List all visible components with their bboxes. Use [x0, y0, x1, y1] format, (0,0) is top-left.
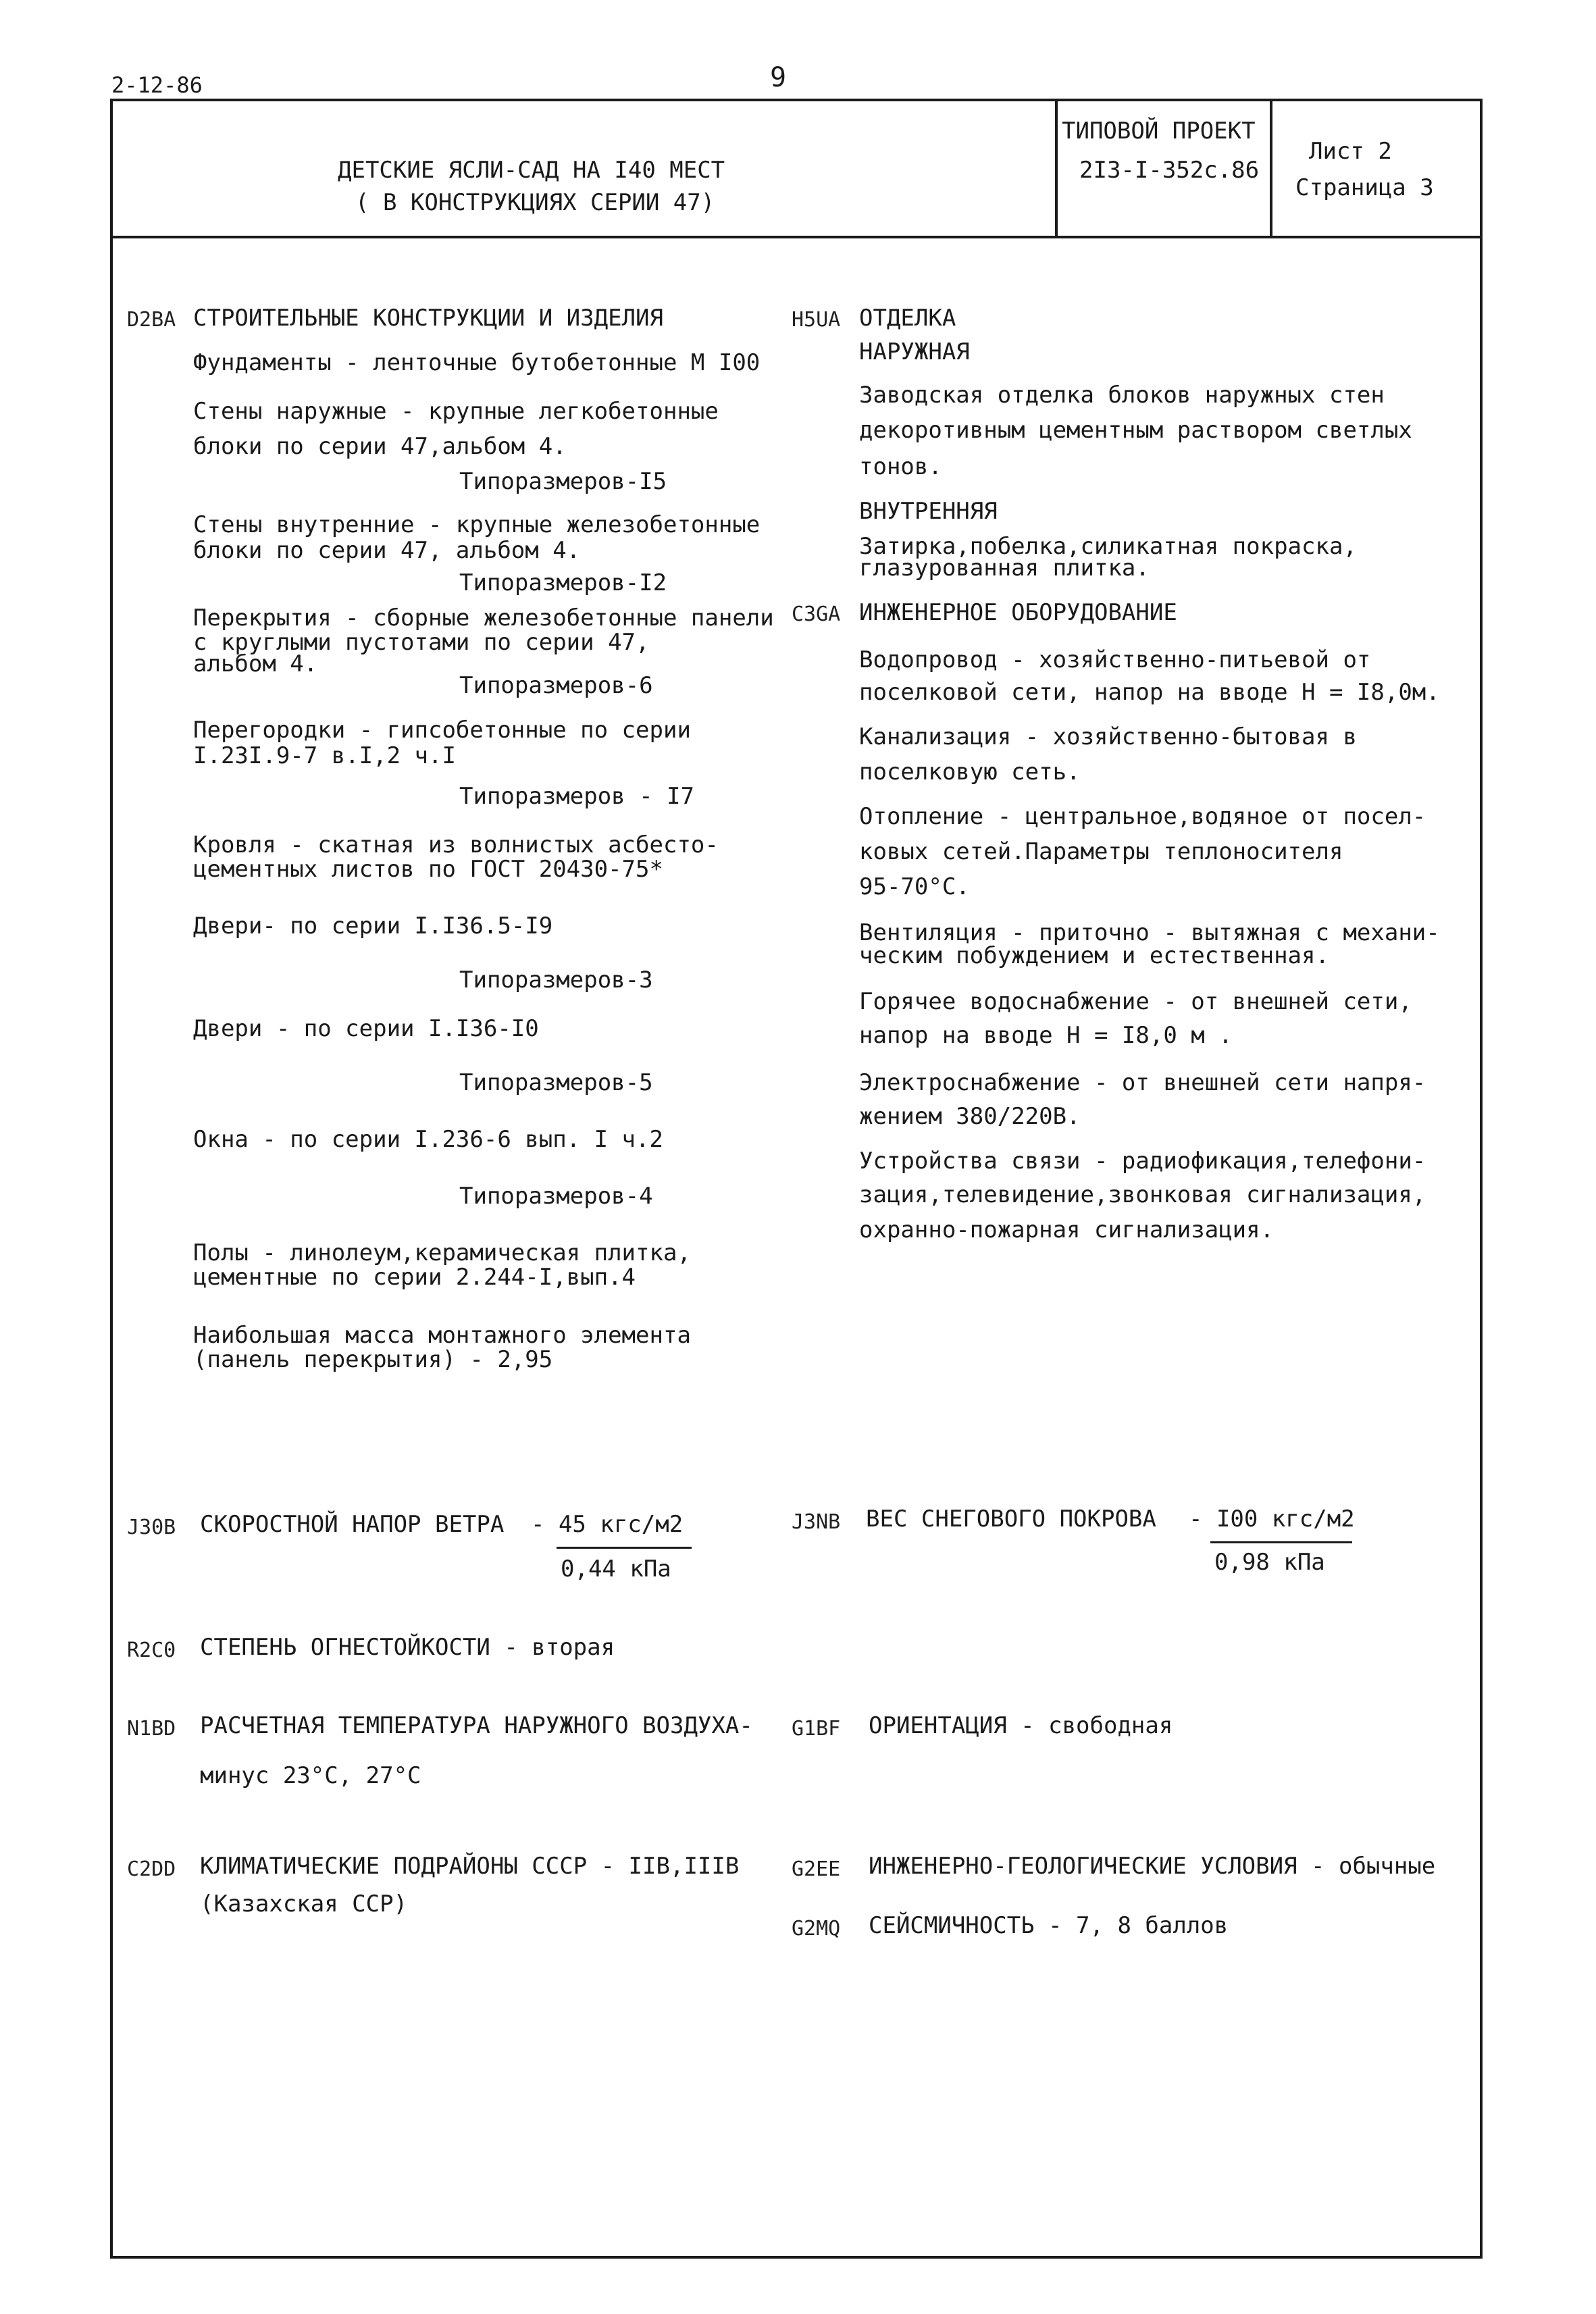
- heating-text: ковых сетей.Параметры теплоносителя: [859, 838, 1343, 865]
- interior-text: Затирка,побелка,силикатная покраска,: [859, 533, 1357, 560]
- exterior-text: декоротивным цементным раствором светлых: [859, 417, 1412, 444]
- section-title: ИНЖЕНЕРНОЕ ОБОРУДОВАНИЕ: [859, 599, 1177, 626]
- water-text: поселковой сети, напор на вводе Н = I8,0м.: [859, 679, 1440, 706]
- param-code: N1BD: [127, 1717, 176, 1741]
- param-code: J30B: [127, 1516, 176, 1539]
- sizes-count: Типоразмеров - I7: [459, 783, 694, 810]
- title-divider: [1270, 99, 1272, 238]
- wind-value-kpa: 0,44 кПа: [561, 1555, 671, 1583]
- comm-text: охранно-пожарная сигнализация.: [859, 1216, 1275, 1243]
- slabs-text: с круглыми пустотами по серии 47,: [193, 629, 650, 656]
- project-code: 2I3-I-352с.86: [1079, 157, 1260, 184]
- title-divider: [1055, 99, 1058, 238]
- int-walls-text: блоки по серии 47, альбом 4.: [193, 537, 581, 564]
- mass-text: Наибольшая масса монтажного элемента: [193, 1322, 691, 1349]
- design-temperature: РАСЧЕТНАЯ ТЕМПЕРАТУРА НАРУЖНОГО ВОЗДУХА-: [200, 1712, 753, 1739]
- param-code: J3NB: [792, 1510, 841, 1534]
- orientation: ОРИЕНТАЦИЯ - свободная: [869, 1712, 1173, 1739]
- snow-value: - I00 кгс/м2: [1189, 1506, 1355, 1533]
- sizes-count: Типоразмеров-4: [459, 1183, 653, 1210]
- param-code: C2DD: [127, 1857, 176, 1881]
- section-title: СТРОИТЕЛЬНЫЕ КОНСТРУКЦИИ И ИЗДЕЛИЯ: [193, 305, 663, 332]
- partitions-text: Перегородки - гипсобетонные по серии: [193, 717, 691, 744]
- floors-text: цементные по серии 2.244-I,вып.4: [193, 1264, 636, 1291]
- section-code: H5UA: [792, 308, 841, 332]
- subsection-title: ВНУТРЕННЯЯ: [859, 498, 998, 525]
- document-subtitle: ( В КОНСТРУКЦИЯХ СЕРИИ 47): [355, 189, 715, 216]
- partitions-text: I.23I.9-7 в.I,2 ч.I: [193, 742, 456, 769]
- sewer-text: поселковую сеть.: [859, 759, 1081, 786]
- doors-text: Двери - по серии I.I36-I0: [193, 1015, 539, 1042]
- title-block: [110, 99, 1483, 238]
- sizes-count: Типоразмеров-I2: [459, 569, 667, 596]
- snow-value-kpa: 0,98 кПа: [1214, 1549, 1325, 1576]
- fire-resistance: СТЕПЕНЬ ОГНЕСТОЙКОСТИ - вторая: [200, 1634, 615, 1661]
- hotwater-text: напор на вводе Н = I8,0 м .: [859, 1022, 1233, 1049]
- document-title: ДЕТСКИЕ ЯСЛИ-САД НА I40 МЕСТ: [338, 157, 725, 184]
- fraction-line: [557, 1547, 692, 1549]
- int-walls-text: Стены внутренние - крупные железобетонные: [193, 511, 761, 538]
- foundations-text: Фундаменты - ленточные бутобетонные М I00: [193, 349, 761, 376]
- sizes-count: Типоразмеров-6: [459, 672, 653, 699]
- sewer-text: Канализация - хозяйственно-бытовая в: [859, 723, 1357, 750]
- heating-text: Отопление - центральное,водяное от посел-: [859, 803, 1426, 830]
- climate-subregions-note: (Казахская ССР): [200, 1891, 408, 1918]
- section-code: D2BA: [127, 308, 176, 332]
- ext-walls-text: Стены наружные - крупные легкобетонные: [193, 398, 719, 425]
- comm-text: Устройства связи - радиофикация,телефони-: [859, 1148, 1426, 1175]
- roof-text: Кровля - скатная из волнистых асбесто-: [193, 831, 719, 858]
- windows-text: Окна - по серии I.236-6 вып. I ч.2: [193, 1126, 663, 1153]
- geo-conditions: ИНЖЕНЕРНО-ГЕОЛОГИЧЕСКИЕ УСЛОВИЯ - обычные: [869, 1853, 1436, 1880]
- param-code: R2C0: [127, 1639, 176, 1662]
- hotwater-text: Горячее водоснабжение - от внешней сети,: [859, 988, 1412, 1015]
- climate-subregions: КЛИМАТИЧЕСКИЕ ПОДРАЙОНЫ СССР - IIВ,IIIВ: [200, 1853, 740, 1880]
- param-code: G2MQ: [792, 1917, 841, 1940]
- fraction-line: [1210, 1541, 1352, 1543]
- roof-text: цементных листов по ГОСТ 20430-75*: [193, 856, 663, 883]
- project-label: ТИПОВОЙ ПРОЕКТ: [1062, 118, 1256, 145]
- exterior-text: Заводская отделка блоков наружных стен: [859, 382, 1385, 409]
- sizes-count: Типоразмеров-3: [459, 967, 653, 994]
- param-code: G2EE: [792, 1857, 841, 1881]
- power-text: Электроснабжение - от внешней сети напря-: [859, 1069, 1426, 1096]
- vent-text: ческим побуждением и естественная.: [859, 942, 1329, 969]
- document-date: 2-12-86: [111, 72, 203, 98]
- interior-text: глазурованная плитка.: [859, 555, 1150, 582]
- seismicity: СЕЙСМИЧНОСТЬ - 7, 8 баллов: [869, 1912, 1229, 1939]
- param-code: G1BF: [792, 1717, 841, 1741]
- floors-text: Полы - линолеум,керамическая плитка,: [193, 1239, 691, 1266]
- power-text: жением 380/220В.: [859, 1103, 1081, 1130]
- page-number: 9: [770, 62, 787, 93]
- subsection-title: НАРУЖНАЯ: [859, 338, 970, 365]
- sheet-number: Лист 2: [1309, 138, 1392, 165]
- section-code: C3GA: [792, 602, 841, 626]
- ext-walls-text: блоки по серии 47,альбом 4.: [193, 433, 567, 460]
- design-temperature-value: минус 23°С, 27°С: [200, 1762, 421, 1789]
- snow-label: ВЕС СНЕГОВОГО ПОКРОВА: [866, 1506, 1156, 1533]
- doors-text: Двери- по серии I.I36.5-I9: [193, 912, 553, 940]
- section-title: ОТДЕЛКА: [859, 305, 956, 332]
- slabs-text: альбом 4.: [193, 650, 318, 677]
- wind-value: - 45 кгс/м2: [531, 1511, 684, 1538]
- exterior-text: тонов.: [859, 453, 942, 480]
- sizes-count: Типоразмеров-I5: [459, 468, 667, 495]
- page-label: Страница 3: [1295, 174, 1434, 201]
- water-text: Водопровод - хозяйственно-питьевой от: [859, 646, 1371, 673]
- heating-text: 95-70°С.: [859, 873, 970, 900]
- wind-label: СКОРОСТНОЙ НАПОР ВЕТРА: [200, 1511, 505, 1538]
- slabs-text: Перекрытия - сборные железобетонные панели: [193, 605, 774, 632]
- comm-text: зация,телевидение,звонковая сигнализация,: [859, 1181, 1426, 1208]
- mass-text: (панель перекрытия) - 2,95: [193, 1346, 553, 1373]
- sizes-count: Типоразмеров-5: [459, 1069, 653, 1096]
- vent-text: Вентиляция - приточно - вытяжная с механи-: [859, 919, 1440, 946]
